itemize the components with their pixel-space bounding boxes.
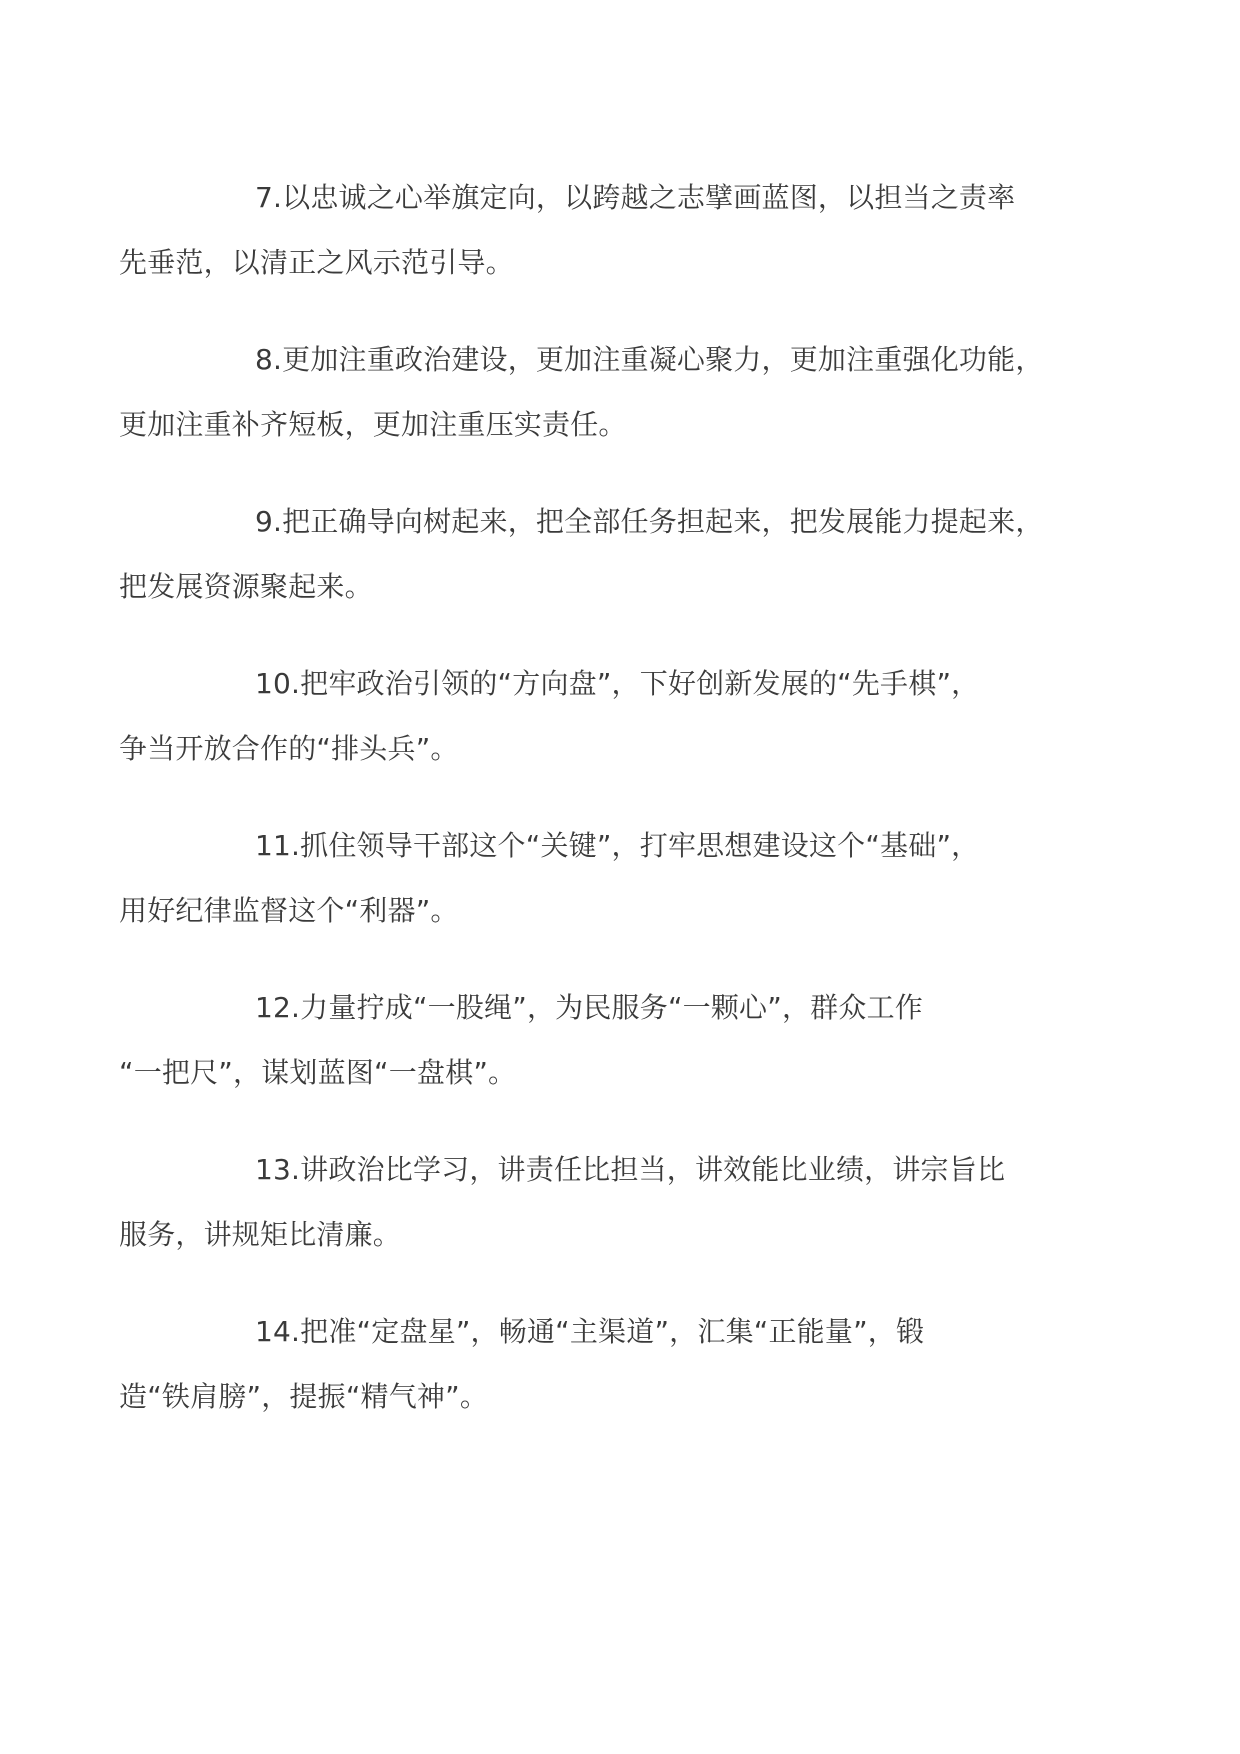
paragraph-7-line-1: [187, 165, 1067, 230]
paragraph-13-line-2: 服务，讲规矩比清廉。: [119, 1218, 402, 1251]
paragraph-13: [119, 1137, 1067, 1267]
paragraph-12: [119, 975, 1067, 1105]
paragraph-14-line-1: [187, 1299, 1067, 1364]
item-number: 13.: [255, 1153, 301, 1186]
item-number: 8.: [255, 343, 283, 376]
paragraph-13-line-1: [187, 1137, 1067, 1202]
paragraph-10-line-1: [187, 651, 1067, 716]
paragraph-11: [119, 813, 1067, 943]
item-text: 把牢政治引领的“方向盘”，下好创新发展的“先手棋”，: [300, 667, 980, 700]
item-text: 讲政治比学习，讲责任比担当，讲效能比业绩，讲宗旨比: [300, 1153, 1006, 1186]
paragraph-14: [119, 1299, 1067, 1429]
paragraph-9: [119, 489, 1067, 619]
paragraph-7: [119, 165, 1067, 295]
item-text: 把准“定盘星”，畅通“主渠道”，汇集“正能量”，锻: [300, 1315, 925, 1348]
paragraph-11-line-1: [187, 813, 1067, 878]
paragraph-7-line-2: 先垂范，以清正之风示范引导。: [119, 246, 514, 279]
paragraph-12-line-2: “一把尺”，谋划蓝图“一盘棋”。: [119, 1056, 517, 1089]
item-text: 抓住领导干部这个“关键”，打牢思想建设这个“基础”，: [300, 829, 980, 862]
document-body: [119, 165, 1067, 1461]
item-number: 12.: [255, 991, 301, 1024]
paragraph-8-line-1: [187, 327, 1067, 392]
item-number: 9.: [255, 505, 283, 538]
paragraph-9-line-2: 把发展资源聚起来。: [119, 570, 373, 603]
item-text: 以忠诚之心举旗定向，以跨越之志擘画蓝图，以担当之责率: [282, 181, 1016, 214]
paragraph-8-line-2: 更加注重补齐短板，更加注重压实责任。: [119, 408, 627, 441]
paragraph-12-line-1: [187, 975, 1067, 1040]
paragraph-10: [119, 651, 1067, 781]
paragraph-9-line-1: [187, 489, 1067, 554]
paragraph-14-line-2: 造“铁肩膀”，提振“精气神”。: [119, 1380, 489, 1413]
item-text: 把正确导向树起来，把全部任务担起来，把发展能力提起来，: [282, 505, 1044, 538]
paragraph-10-line-2: 争当开放合作的“排头兵”。: [119, 732, 459, 765]
paragraph-8: [119, 327, 1067, 457]
item-number: 14.: [255, 1315, 301, 1348]
item-text: 力量拧成“一股绳”，为民服务“一颗心”，群众工作: [300, 991, 923, 1024]
item-number: 7.: [255, 181, 283, 214]
item-number: 11.: [255, 829, 301, 862]
paragraph-11-line-2: 用好纪律监督这个“利器”。: [119, 894, 459, 927]
item-text: 更加注重政治建设，更加注重凝心聚力，更加注重强化功能，: [282, 343, 1044, 376]
item-number: 10.: [255, 667, 301, 700]
